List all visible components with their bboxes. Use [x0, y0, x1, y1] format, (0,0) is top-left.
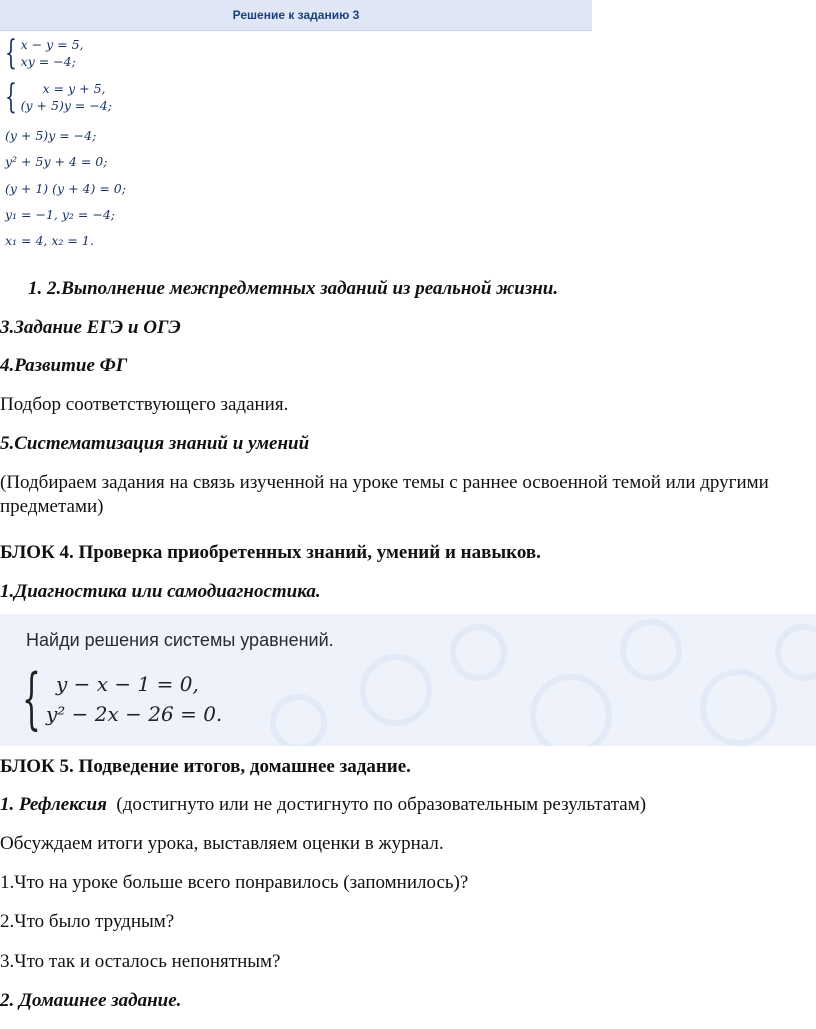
task-equation-1: y − x − 1 = 0,: [56, 672, 199, 696]
item-5-text: (Подбираем задания на связь изученной на уроке темы с раннее освоенной темой или другими предметами): [0, 472, 769, 517]
brace-icon: {: [22, 660, 41, 737]
item-5-heading: 5.Систематизация знаний и умений: [0, 433, 310, 454]
question-2: 2.Что было трудным?: [0, 911, 175, 932]
equation: x − y = 5,: [20, 37, 84, 52]
brace-icon: {: [5, 33, 17, 73]
equation: x = y + 5,: [42, 81, 106, 96]
decorative-circle: [700, 669, 777, 746]
task-card: [0, 614, 816, 746]
item-3-heading: 3.Задание ЕГЭ и ОГЭ: [0, 317, 181, 338]
solution-step: y₁ = −1, y₂ = −4;: [5, 207, 115, 222]
decorative-circle: [620, 619, 682, 681]
task-question: Найди решения системы уравнений.: [26, 630, 334, 650]
solution-step: (y + 5)y = −4;: [5, 128, 97, 143]
question-1: 1.Что на уроке больше всего понравилось (запомнилось)?: [0, 872, 469, 893]
task-equation-system: [22, 660, 223, 737]
brace-icon: {: [5, 77, 17, 117]
reflection-line: [0, 793, 646, 817]
reflection-label: 1. Рефлексия: [0, 794, 107, 815]
equation: (y + 5)y = −4;: [20, 98, 112, 113]
decorative-circle: [450, 624, 507, 681]
task-equation-2: y² − 2x − 26 = 0.: [46, 702, 223, 726]
block-4-title: БЛОК 4. Проверка приобретенных знаний, умений и навыков.: [0, 542, 541, 563]
equation-system-1: [5, 33, 84, 73]
solution-step: (y + 1) (y + 4) = 0;: [5, 181, 126, 196]
item-4-heading: 4.Развитие ФГ: [0, 355, 128, 376]
reflection-note: (достигнуто или не достигнуто по образовательным результатам): [106, 794, 647, 815]
block-5-title: БЛОК 5. Подведение итогов, домашнее задание.: [0, 756, 411, 777]
decorative-circle: [360, 654, 432, 726]
decorative-circle: [775, 624, 816, 681]
question-3: 3.Что так и осталось непонятным?: [0, 951, 281, 972]
diagnostics-heading: 1.Диагностика или самодиагностика.: [0, 581, 321, 602]
equation-system-2: [5, 77, 112, 117]
solution-step: y² + 5y + 4 = 0;: [5, 154, 108, 169]
decorative-circle: [530, 674, 612, 746]
decorative-circle: [270, 694, 327, 746]
discussion-text: Обсуждаем итоги урока, выставляем оценки в журнал.: [0, 833, 444, 854]
equation: xy = −4;: [20, 54, 76, 69]
solution-step: x₁ = 4, x₂ = 1.: [5, 233, 94, 248]
solution-header: Решение к заданию 3: [0, 0, 592, 31]
item-4-text: Подбор соответствующего задания.: [0, 394, 289, 415]
homework-heading: 2. Домашнее задание.: [0, 990, 182, 1011]
item-2-heading: 1. 2.Выполнение межпредметных заданий из реальной жизни.: [28, 278, 559, 299]
